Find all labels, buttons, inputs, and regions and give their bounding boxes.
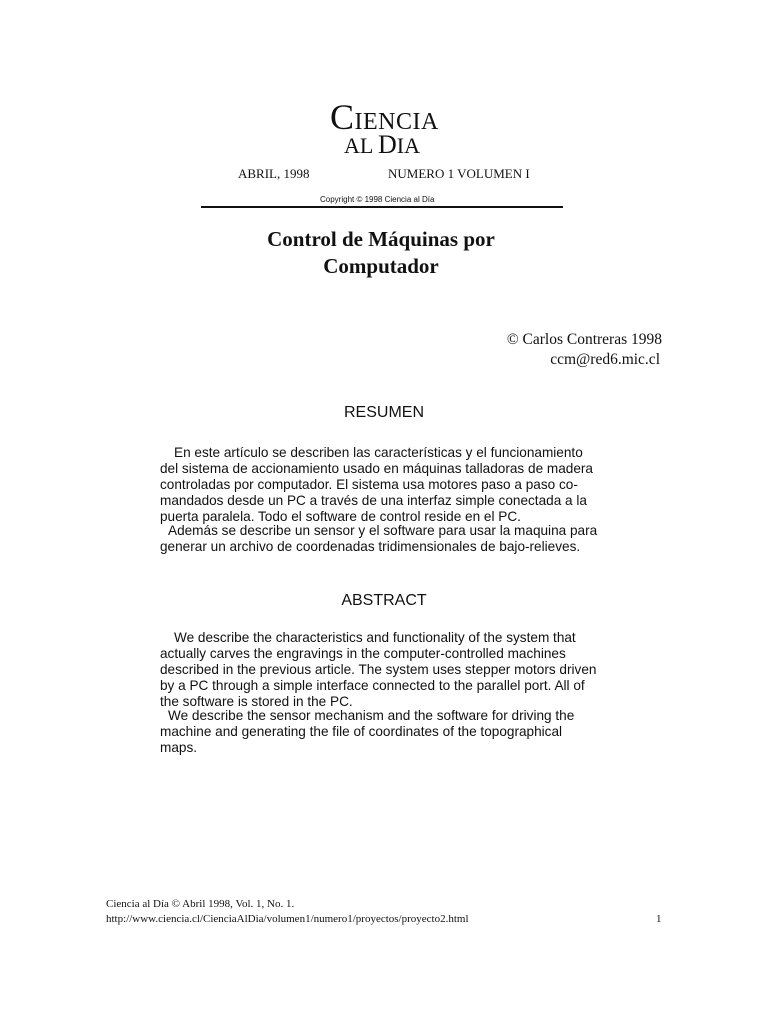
footer-citation: Ciencia al Día © Abril 1998, Vol. 1, No. 1.	[106, 898, 295, 910]
author-name: © Carlos Contreras 1998	[506, 331, 662, 348]
abstract-paragraph-1: We describe the characteristics and functionality of the system that actually carves the engravings in the computer-controlled machines described in the previous article. The system uses stepper motors driven by a PC through a simple interface connected to the parallel port. All of the software is stored in the PC.	[160, 630, 597, 709]
masthead-line1: CIENCIA	[330, 97, 439, 137]
header-divider	[201, 206, 563, 208]
resumen-paragraph-1: En este artículo se describen las características y el funcionamiento del sistema de accionamiento usado en máquinas talladoras de madera controladas por computador. El sistema usa motores paso a paso co- mandados desde un PC a través de una interfaz simple conectada a la puerta paralela. Todo el software de control reside en el PC.	[160, 445, 593, 524]
page-number: 1	[656, 913, 662, 925]
article-title: Control de Máquinas por Computador	[267, 227, 495, 278]
author-email: ccm@red6.mic.cl	[550, 351, 660, 368]
author-block	[420, 330, 662, 370]
footer-url: http://www.ciencia.cl/CienciaAlDia/volumen1/numero1/proyectos/proyecto2.html	[106, 913, 469, 925]
masthead-line2: AL DIA	[344, 130, 421, 159]
resumen-paragraph-2: Además se describe un sensor y el software para usar la maquina para generar un archivo de coordenadas tridimensionales de bajo-relieves.	[160, 523, 598, 554]
abstract-paragraph-2: We describe the sensor mechanism and the software for driving the machine and generating the file of coordinates of the topographical maps.	[160, 708, 575, 755]
copyright-line: Copyright © 1998 Ciencia al Día	[320, 195, 435, 204]
issue-number: NUMERO 1 VOLUMEN I	[388, 166, 530, 181]
abstract-heading: ABSTRACT	[341, 592, 427, 609]
resumen-heading: RESUMEN	[343, 404, 424, 421]
masthead	[330, 97, 470, 159]
issue-date: ABRIL, 1998	[238, 166, 310, 181]
